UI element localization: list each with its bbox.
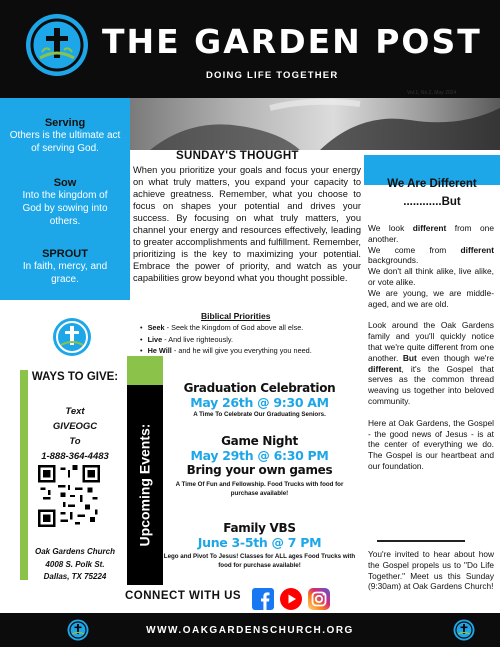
value-heading: Sow <box>53 177 77 189</box>
value-heading: Serving <box>44 117 86 129</box>
event-vbs <box>163 521 356 570</box>
church-logo-icon <box>453 619 475 641</box>
hands-illustration <box>130 98 500 150</box>
website-link[interactable]: WWW.OAKGARDENSCHURCH.ORG <box>146 625 354 636</box>
event-title: Family VBS <box>223 521 296 535</box>
event-description: A Time Of Fun and Fellowship. Food Trucks with food for purchase available! <box>175 481 344 497</box>
value-text: Others is the ultimate act of serving God. <box>9 130 121 154</box>
value-text: Into the kingdom of God by sowing into others. <box>22 190 108 227</box>
sunday-thought-body: When you prioritize your goals and focus your energy on what truly matters, you expand your capacity to achieve greatness. Remember, what you choose to focus on shapes your potential and drives your success. By focusing on what truly matters, you channel your energy and resources effectively, leading to greater accomplishments and fulfillment. Remember, prioritizing is the key to maximizing your potential. Embrace the power of priority, and watch as your capabilities grow beyond what you thought possible. <box>133 165 361 283</box>
newsletter-title: THE GARDEN POST <box>102 22 482 61</box>
paragraph: Look around the Oak Gardens family and you'll quickly notice that we're quite different from one another. But even though we're different, it's the Gospel that serves as the common thread weaving us together into beloved community. <box>368 320 494 406</box>
event-date: May 29th @ 6:30 PM <box>190 448 329 463</box>
paragraph: We look different from one another. We come from different backgrounds. We don't all think alike, live alike, or vote alike. We are young, we are middle-aged, and we are old. <box>368 223 494 309</box>
event-title: Game Night <box>221 434 298 448</box>
give-accent-bar <box>20 370 28 580</box>
value-serving <box>0 117 130 155</box>
value-sow <box>0 177 130 228</box>
instagram-icon[interactable] <box>308 588 330 610</box>
event-date: June 3-5th @ 7 PM <box>197 535 322 550</box>
issue-info: Vol.1, No.2, May 2024 <box>407 90 457 96</box>
qr-code[interactable] <box>38 465 100 527</box>
list-item: • Live - And live righteously. <box>140 334 366 346</box>
event-graduation <box>163 381 356 419</box>
value-heading: SPROUT <box>42 248 88 260</box>
newsletter-tagline: DOING LIFE TOGETHER <box>206 70 339 81</box>
list-item: • He Will - and he will give you everything you need. <box>140 345 366 357</box>
text-to-give-info: Text GIVEOGC To 1-888-364-4483 <box>41 406 109 462</box>
connect-label: CONNECT WITH US <box>125 590 242 602</box>
event-date: May 26th @ 9:30 AM <box>190 395 329 410</box>
church-logo-icon <box>52 317 92 357</box>
priorities-title: Biblical Priorities <box>201 311 271 321</box>
header-photo <box>130 98 500 150</box>
youtube-icon[interactable] <box>280 588 302 610</box>
event-game-night <box>163 434 356 498</box>
events-label: Upcoming Events: <box>136 423 153 547</box>
invite-text: You're invited to hear about how the Gospel propels us to "Do Life Together." Meet us this Sunday (9:30am) at Oak Gardens Church! <box>368 549 494 592</box>
event-description: A Time To Celebrate Our Graduating Seniors. <box>193 411 326 418</box>
list-item: • Seek - Seek the Kingdom of God above all else. <box>140 322 366 334</box>
church-logo-icon <box>24 12 90 78</box>
ways-to-give-title: WAYS TO GIVE: <box>31 371 119 383</box>
different-body <box>368 223 494 483</box>
divider <box>377 540 465 542</box>
different-title: We Are Different ............But <box>387 178 477 208</box>
event-description: Lego and Pivot To Jesus! Classes for ALL ages Food Trucks with food for purchase available! <box>163 553 356 569</box>
facebook-icon[interactable] <box>252 588 274 610</box>
church-address: Oak Gardens Church 4008 S. Polk St. Dallas, TX 75224 <box>34 547 116 581</box>
paragraph: Here at Oak Gardens, the Gospel - the good news of Jesus - is at the center of everything we do. The Gospel is our heartbeat and our foundation. <box>368 417 494 471</box>
priorities-list <box>140 322 366 357</box>
value-text: In faith, mercy, and grace. <box>22 261 108 285</box>
events-accent <box>127 356 163 385</box>
sunday-thought-title: SUNDAY'S THOUGHT <box>176 150 299 162</box>
event-title: Graduation Celebration <box>183 381 336 395</box>
value-sprout <box>0 248 130 286</box>
event-subtitle: Bring your own games <box>186 463 333 477</box>
